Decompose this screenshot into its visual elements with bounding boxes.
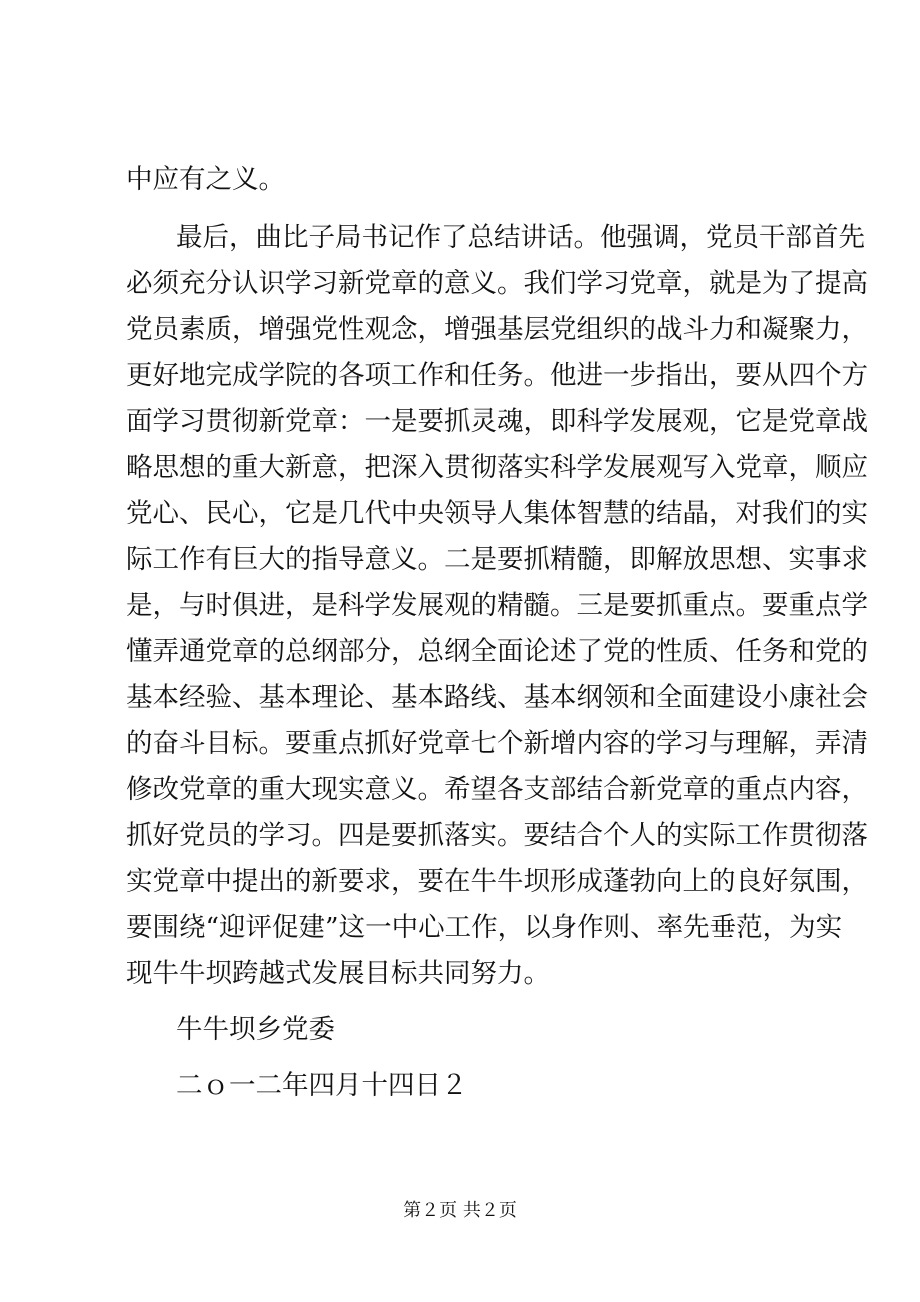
signature-organization: 牛牛坝乡党委	[176, 1014, 335, 1045]
paragraph-line: 略思想的重大新意，把深入贯彻落实科学发展观写入党章，顺应	[126, 452, 868, 483]
paragraph-line: 党心、民心，它是几代中央领导人集体智慧的结晶，对我们的实	[126, 498, 868, 529]
paragraph-line: 懂弄通党章的总纲部分，总纲全面论述了党的性质、任务和党的	[126, 636, 868, 667]
paragraph-line: 现牛牛坝跨越式发展目标共同努力。	[126, 958, 550, 989]
paragraph-line: 必须充分认识学习新党章的意义。我们学习党章，就是为了提高	[126, 268, 868, 299]
paragraph-line: 是，与时俱进，是科学发展观的精髓。三是要抓重点。要重点学	[126, 590, 868, 621]
page-footer: 第２页 共２页	[403, 1200, 517, 1221]
paragraph-line: 要围绕“迎评促建”这一中心工作，以身作则、率先垂范，为实	[126, 912, 843, 943]
paragraph-line: 际工作有巨大的指导意义。二是要抓精髓，即解放思想、实事求	[126, 544, 868, 575]
paragraph-line: 抓好党员的学习。四是要抓落实。要结合个人的实际工作贯彻落	[126, 820, 868, 851]
paragraph-line: 面学习贯彻新党章：一是要抓灵魂，即科学发展观，它是党章战	[126, 406, 868, 437]
paragraph-line: 实党章中提出的新要求，要在牛牛坝形成蓬勃向上的良好氛围，	[126, 866, 868, 897]
signature-date: 二ｏ一二年四月十四日２	[176, 1070, 468, 1101]
paragraph-line: 中应有之义。	[126, 164, 285, 195]
paragraph-line: 党员素质，增强党性观念，增强基层党组织的战斗力和凝聚力，	[126, 314, 868, 345]
paragraph-line: 基本经验、基本理论、基本路线、基本纲领和全面建设小康社会	[126, 682, 868, 713]
paragraph-line: 最后，曲比子局书记作了总结讲话。他强调，党员干部首先	[176, 222, 865, 253]
paragraph-line: 更好地完成学院的各项工作和任务。他进一步指出，要从四个方	[126, 360, 868, 391]
paragraph-line: 的奋斗目标。要重点抓好党章七个新增内容的学习与理解，弄清	[126, 728, 868, 759]
paragraph-line: 修改党章的重大现实意义。希望各支部结合新党章的重点内容，	[126, 774, 868, 805]
